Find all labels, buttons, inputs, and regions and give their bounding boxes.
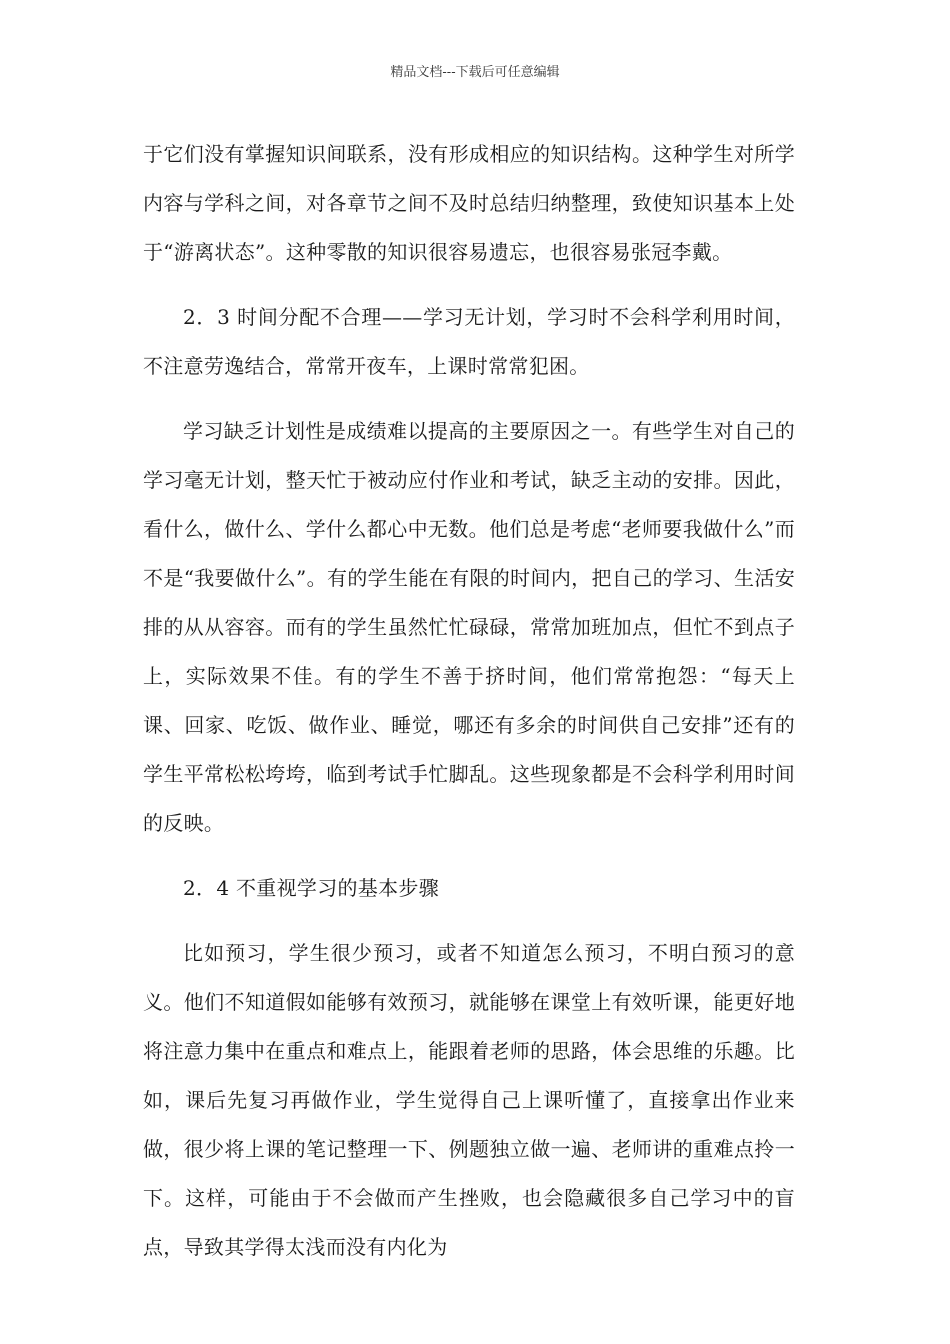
paragraph-time-planning: 学习缺乏计划性是成绩难以提高的主要原因之一。有些学生对自己的学习毫无计划，整天忙于被动应付作业和考试，缺乏主动的安排。因此，看什么，做什么、学什么都心中无数。他们总是考虑“老师要我做什么”而不是“我要做什么”。有的学生能在有限的时间内，把自己的学习、生活安排的从从容容。而有的学生虽然忙忙碌碌，常常加班加点，但忙不到点子上，实际效果不佳。有的学生不善于挤时间，他们常常抱怨：“每天上课、回家、吃饭、做作业、睡觉，哪还有多余的时间供自己安排”还有的学生平常松松垮垮，临到考试手忙脚乱。这些现象都是不会科学利用时间的反映。 xyxy=(143,419,795,835)
section-heading-2-3: 2．3 时间分配不合理——学习无计划，学习时不会科学利用时间，不注意劳逸结合，常常开夜车，上课时常常犯困。 xyxy=(143,305,795,378)
page-header: 精品文档---下载后可任意编辑 xyxy=(390,65,560,80)
paragraph-continuation: 于它们没有掌握知识间联系，没有形成相应的知识结构。这种学生对所学内容与学科之间，对各章节之间不及时总结归纳整理，致使知识基本上处于“游离状态”。这种零散的知识很容易遗忘，也很容易张冠李戴。 xyxy=(143,142,795,264)
paragraph-preview-review: 比如预习，学生很少预习，或者不知道怎么预习，不明白预习的意义。他们不知道假如能够有效预习，就能够在课堂上有效听课，能更好地将注意力集中在重点和难点上，能跟着老师的思路，体会思维的乐趣。比如，课后先复习再做作业，学生觉得自己上课听懂了，直接拿出作业来做，很少将上课的笔记整理一下、例题独立做一遍、老师讲的重难点拎一下。这样，可能由于不会做而产生挫败，也会隐藏很多自己学习中的盲点，导致其学得太浅而没有内化为 xyxy=(143,941,795,1259)
document-body xyxy=(143,130,795,1288)
section-heading-2-4: 2．4 不重视学习的基本步骤 xyxy=(183,876,440,900)
